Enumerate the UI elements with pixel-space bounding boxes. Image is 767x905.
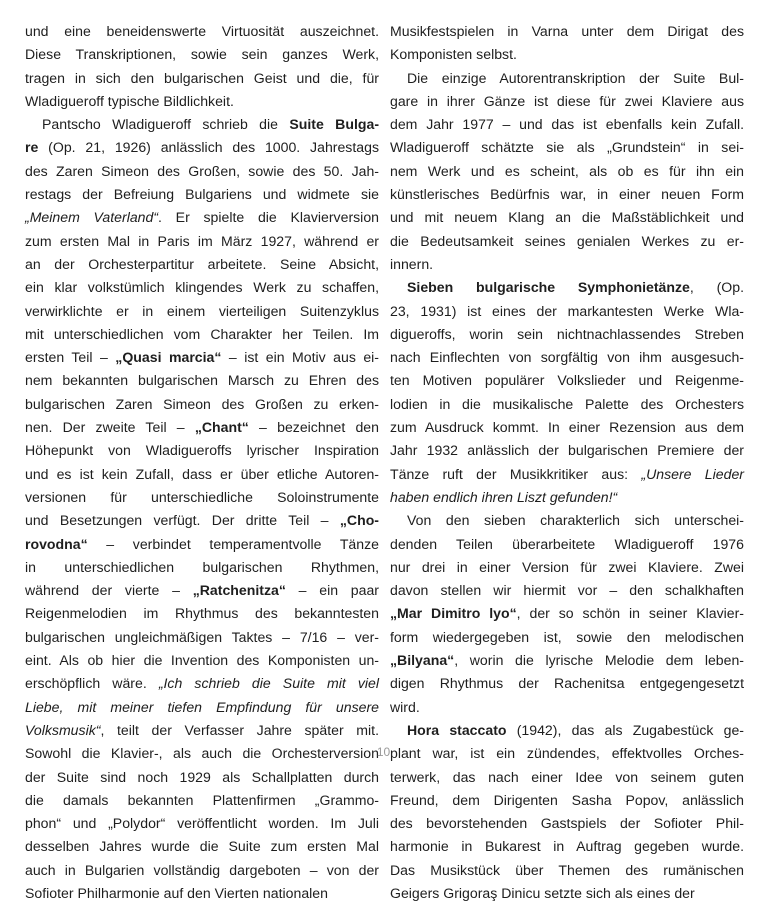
text-run: erschöpflich wäre.: [25, 675, 159, 692]
text-line: [390, 672, 744, 695]
text-run: des bevorstehenden Gastspiels der Sofioter Phil-: [390, 815, 744, 832]
text-line: [25, 696, 379, 719]
text-run: innern.: [390, 255, 434, 272]
text-line: [390, 719, 744, 742]
text-run: wird.: [390, 698, 420, 715]
text-run: Musikfestspielen in Varna unter dem Dirigat des: [390, 23, 744, 39]
text-line: [390, 766, 744, 789]
bold-text: „Ratchenitza“: [192, 582, 286, 599]
text-run: , teilt der Verfasser Jahre später mit.: [100, 721, 379, 738]
text-run: des Zaren Simeon des Großen, sowie des 50. Jah-: [25, 162, 379, 179]
text-run: nem Werk und es scheint, als ob es für ihn ein: [390, 162, 744, 179]
text-run: eint. Als ob hier die Invention des Komponisten un-: [25, 652, 379, 669]
text-line: [25, 649, 379, 672]
text-line: [390, 230, 744, 253]
text-line: [25, 439, 379, 462]
text-line: [25, 136, 379, 159]
text-column-right: [390, 20, 744, 905]
text-line: [390, 533, 744, 556]
text-run: Jahr 1932 anlässlich der bulgarischen Premiere der: [390, 442, 744, 459]
text-run: mit unterschiedlichen vom Charakter her Teilen. Im: [25, 325, 379, 342]
bold-text: rovodna“: [25, 535, 88, 552]
bold-text: „Bilyana“: [390, 652, 455, 669]
text-run: desselben Jahres wurde die Suite zum ersten Mal: [25, 838, 379, 855]
text-run: Reigenmelodien im Rhythmus des bekanntesten: [25, 605, 379, 622]
text-line: [390, 160, 744, 183]
text-line: [390, 323, 744, 346]
bold-text: „Cho-: [339, 512, 379, 529]
text-line: [25, 719, 379, 742]
text-run: , der so schön in seiner Klavier-: [516, 605, 744, 622]
text-line: [390, 509, 744, 532]
text-line: [25, 393, 379, 416]
text-column-left: [25, 20, 379, 905]
text-run: die Bedeutsamkeit seines genialen Werkes zu er-: [390, 232, 744, 249]
text-line: [25, 67, 379, 90]
text-line: [25, 183, 379, 206]
text-line: [390, 253, 744, 276]
text-run: Sowohl die Klavier-, als auch die Orchesterversion: [25, 745, 379, 762]
text-line: [390, 43, 744, 66]
text-run: restags der Befreiung Bulgariens und widmete sie: [25, 186, 379, 203]
text-run: Wladigueroff schätzte sie als „Grundstein“ in sei-: [390, 139, 744, 156]
text-run: davon stellen wir hiermit vor – den schalkhaften: [390, 582, 744, 599]
text-run: Wladigueroff typische Bildlichkeit.: [25, 92, 234, 109]
italic-text: „Ich schrieb die Suite mit viel: [158, 675, 380, 692]
text-run: künstlerisches Bedürfnis war, in einer neuen Form: [390, 186, 744, 203]
text-line: [25, 533, 379, 556]
text-run: (Op. 21, 1926) anlässlich des 1000. Jahrestags: [38, 139, 379, 156]
text-run: Das Musikstück über Themen des rumänischen: [390, 861, 744, 878]
text-line: [390, 183, 744, 206]
text-run: Tänze ruft der Musikkritiker aus:: [390, 465, 642, 482]
text-line: [25, 369, 379, 392]
italic-text: haben endlich ihren Liszt gefunden!“: [390, 488, 618, 505]
text-line: [390, 649, 744, 672]
text-run: und es ist kein Zufall, dass er über etliche Autoren-: [25, 465, 379, 482]
bold-text: Sieben bulgarische Symphonietänze: [407, 279, 690, 296]
text-line: [390, 369, 744, 392]
text-line: [25, 835, 379, 858]
italic-text: „Meinem Vaterland“: [25, 209, 159, 226]
text-line: [25, 90, 379, 113]
text-line: [390, 556, 744, 579]
text-run: während der vierte –: [25, 582, 193, 599]
text-run: Komponisten selbst.: [390, 46, 517, 63]
text-run: versionen für unterschiedliche Soloinstrumente: [25, 488, 379, 505]
text-line: [390, 859, 744, 882]
text-line: [25, 789, 379, 812]
italic-text: Volksmusik“: [25, 721, 101, 738]
text-run: gare in ihrer Gänze ist diese für zwei Klaviere aus: [390, 92, 744, 109]
text-line: [390, 696, 744, 719]
text-run: bulgarischen Zaren Simeon des Großen zu erken-: [25, 395, 379, 412]
text-run: nach Einflechten von sorgfältig von ihm ausgesuch-: [390, 349, 744, 366]
text-run: und eine beneidenswerte Virtuosität auszeichnet.: [25, 23, 379, 39]
text-line: [390, 416, 744, 439]
bold-text: „Mar Dimitro lyo“: [390, 605, 517, 622]
text-run: Die einzige Autorentranskription der Suite Bul-: [407, 69, 744, 86]
text-run: – bezeichnet den: [248, 419, 379, 436]
text-run: terwerk, das nach einer Idee von seinem guten: [390, 768, 744, 785]
text-run: die damals bekannten Plattenfirmen „Grammo-: [25, 791, 379, 808]
text-line: [390, 812, 744, 835]
page-number: 10: [376, 745, 391, 759]
text-run: Sofioter Philharmonie auf den Vierten nationalen: [25, 884, 328, 901]
text-line: [390, 113, 744, 136]
text-line: [25, 113, 379, 136]
text-line: [390, 579, 744, 602]
text-line: [390, 20, 744, 43]
text-line: [390, 835, 744, 858]
text-line: [25, 463, 379, 486]
text-run: ten Motiven populärer Volkslieder und Reigenme-: [390, 372, 744, 389]
bold-text: Hora staccato: [407, 721, 507, 738]
text-run: tragen in sich den bulgarischen Geist und die, für: [25, 69, 379, 86]
text-line: [390, 393, 744, 416]
text-line: [25, 766, 379, 789]
text-run: , (Op.: [689, 279, 744, 296]
text-line: [390, 206, 744, 229]
text-run: plant war, ist ein zündendes, effektvolles Orches-: [390, 745, 744, 762]
text-run: auch in Bulgarien vollständig dargeboten – von der: [25, 861, 379, 878]
text-line: [25, 160, 379, 183]
text-run: bulgarischen ungleichmäßigen Taktes – 7/16 – ver-: [25, 628, 379, 645]
bold-text: „Quasi marcia“: [115, 349, 222, 366]
text-line: [390, 300, 744, 323]
text-run: verwirklichte er in einem vierteiligen Suitenzyklus: [25, 302, 379, 319]
text-line: [390, 276, 744, 299]
text-run: digen Rhythmus der Rachenitsa entgegengesetzt: [390, 675, 744, 692]
text-line: [25, 206, 379, 229]
text-line: [390, 463, 744, 486]
text-line: [25, 556, 379, 579]
text-run: nem bekannten bulgarischen Marsch zu Ehren des: [25, 372, 379, 389]
text-line: [390, 626, 744, 649]
text-line: [390, 602, 744, 625]
text-line: [25, 672, 379, 695]
text-line: [25, 253, 379, 276]
text-run: zum ersten Mal in Paris im März 1927, während er: [25, 232, 379, 249]
bold-text: „Chant“: [194, 419, 249, 436]
text-line: [390, 882, 744, 905]
text-run: in unterschiedlichen bulgarischen Rhythmen,: [25, 558, 379, 575]
text-run: – ist ein Motiv aus ei-: [221, 349, 379, 366]
text-run: ersten Teil –: [25, 349, 116, 366]
text-line: [390, 90, 744, 113]
text-run: nur drei in einer Version für zwei Klaviere. Zwei: [390, 558, 744, 575]
bold-text: re: [25, 139, 39, 156]
text-line: [25, 882, 379, 905]
text-line: [25, 43, 379, 66]
text-line: [25, 812, 379, 835]
text-line: [390, 67, 744, 90]
text-run: – ein paar: [285, 582, 379, 599]
text-run: und Besetzungen verfügt. Der dritte Teil –: [25, 512, 340, 529]
text-line: [25, 230, 379, 253]
text-run: zum Ausdruck kommt. In einer Rezension aus dem: [390, 419, 744, 436]
text-run: digueroffs, worin sein nichtnachlassendes Streben: [390, 325, 744, 342]
text-run: Geigers Grigoraş Dinicu setzte sich als eines der: [390, 884, 695, 901]
text-run: Diese Transkriptionen, sowie sein ganzes Werk,: [25, 46, 379, 63]
text-run: dem Jahr 1977 – und das ist ebenfalls kein Zufall.: [390, 116, 744, 133]
text-line: [25, 859, 379, 882]
text-run: Höhepunkt von Wladigueroffs lyrischer Inspiration: [25, 442, 379, 459]
text-line: [390, 136, 744, 159]
text-run: 23, 1931) ist eines der markantesten Werke Wla-: [390, 302, 744, 319]
text-run: Freund, dem Dirigenten Sasha Popov, anlässlich: [390, 791, 744, 808]
text-run: nen. Der zweite Teil –: [25, 419, 195, 436]
text-run: der Suite sind noch 1929 als Schallplatten durch: [25, 768, 379, 785]
text-run: Pantscho Wladigueroff schrieb die: [42, 116, 290, 133]
text-run: harmonie in Bukarest in Auftrag gegeben wurde.: [390, 838, 744, 855]
text-run: – verbindet temperamentvolle Tänze: [87, 535, 379, 552]
italic-text: „Unsere Lieder: [641, 465, 744, 482]
text-run: Von den sieben charakterlich sich unterschei-: [407, 512, 744, 529]
text-run: ein klar volkstümlich klingendes Werk zu schaffen,: [25, 279, 379, 296]
text-run: phon“ und „Polydor“ veröffentlicht worden. Im Juli: [25, 815, 379, 832]
text-run: denden Teilen überarbeitete Wladigueroff 1976: [390, 535, 744, 552]
text-line: [25, 579, 379, 602]
text-run: und mit neuem Klang an die Maßstäblichkeit und: [390, 209, 744, 226]
text-line: [25, 626, 379, 649]
text-run: (1942), das als Zugabestück ge-: [506, 721, 744, 738]
italic-text: Liebe, mit meiner tiefen Empfindung für unsere: [25, 698, 379, 715]
text-line: [25, 509, 379, 532]
text-line: [390, 346, 744, 369]
text-line: [25, 20, 379, 43]
text-run: an der Orchesterpartitur arbeitete. Seine Absicht,: [25, 255, 379, 272]
text-line: [390, 789, 744, 812]
text-run: lodien in die musikalische Palette des Orchesters: [390, 395, 744, 412]
text-line: [25, 300, 379, 323]
text-line: [25, 486, 379, 509]
text-line: [390, 439, 744, 462]
text-run: . Er spielte die Klavierversion: [158, 209, 379, 226]
text-line: [390, 486, 744, 509]
text-line: [25, 416, 379, 439]
text-line: [25, 346, 379, 369]
bold-text: Suite Bulga-: [289, 116, 380, 133]
text-line: [25, 276, 379, 299]
text-line: [25, 323, 379, 346]
text-line: [25, 602, 379, 625]
text-run: form wiedergegeben ist, sowie den melodischen: [390, 628, 744, 645]
text-run: , worin die lyrische Melodie dem leben-: [454, 652, 744, 669]
